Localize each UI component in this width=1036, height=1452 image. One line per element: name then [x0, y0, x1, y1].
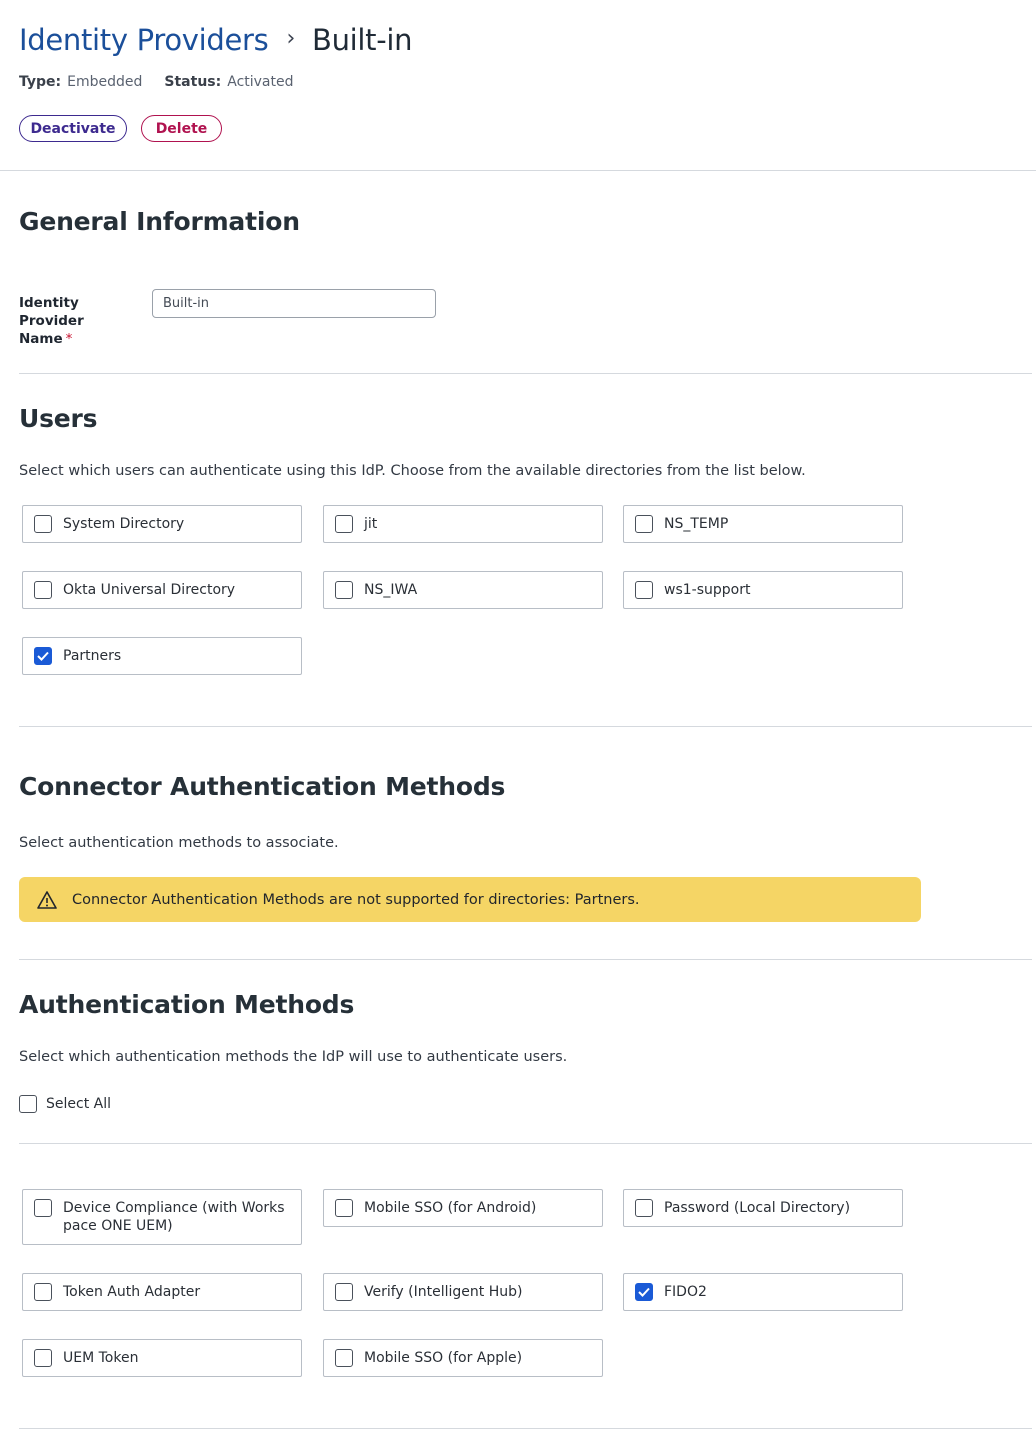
- page-title: Built-in: [311, 23, 413, 57]
- auth-method-label: UEM Token: [63, 1350, 139, 1366]
- checkbox[interactable]: [335, 1283, 353, 1301]
- type-info: [19, 74, 142, 90]
- auth-method-label: Mobile SSO (for Android): [364, 1200, 537, 1216]
- status-info: [164, 74, 293, 90]
- type-value: Embedded: [67, 74, 143, 90]
- checkbox[interactable]: [335, 515, 353, 533]
- checkbox-checked[interactable]: [34, 647, 52, 665]
- select-all-label: Select All: [46, 1096, 111, 1112]
- checkbox[interactable]: [335, 1199, 353, 1217]
- auth-method-label: Mobile SSO (for Apple): [364, 1350, 523, 1366]
- auth-method-verify-intelligent-hub[interactable]: [323, 1273, 603, 1311]
- checkbox[interactable]: [635, 1199, 653, 1217]
- auth-method-password-local-directory[interactable]: [623, 1189, 903, 1227]
- identity-provider-name-label: [19, 294, 99, 348]
- checkbox[interactable]: [635, 515, 653, 533]
- directory-option-label: NS_TEMP: [664, 516, 729, 532]
- checkbox[interactable]: [34, 581, 52, 599]
- directory-option-label: ws1-support: [664, 582, 751, 598]
- directory-option-label: NS_IWA: [364, 582, 418, 598]
- auth-method-device-compliance[interactable]: [22, 1189, 302, 1245]
- auth-method-label: Password (Local Directory): [664, 1200, 851, 1216]
- auth-method-token-auth-adapter[interactable]: [22, 1273, 302, 1311]
- idp-meta: [19, 72, 316, 92]
- breadcrumb: [19, 20, 412, 60]
- chevron-right-icon: ›: [286, 25, 295, 51]
- users-description: Select which users can authenticate using this IdP. Choose from the available directories from the list below.: [19, 463, 806, 479]
- directory-option-label: Okta Universal Directory: [63, 582, 236, 598]
- checkbox-checked[interactable]: [635, 1283, 653, 1301]
- section-divider: [19, 373, 1032, 374]
- auth-method-label: Token Auth Adapter: [63, 1284, 201, 1300]
- auth-method-fido2[interactable]: [623, 1273, 903, 1311]
- header-divider: [0, 170, 1036, 171]
- checkbox[interactable]: [19, 1095, 37, 1113]
- directory-option-jit[interactable]: [323, 505, 603, 543]
- status-label: Status:: [164, 74, 222, 90]
- section-divider: [19, 1428, 1032, 1429]
- users-heading: Users: [19, 404, 98, 433]
- auth-method-mobile-sso-apple[interactable]: [323, 1339, 603, 1377]
- checkbox[interactable]: [34, 1283, 52, 1301]
- authentication-methods-heading: Authentication Methods: [19, 990, 355, 1019]
- auth-method-label: Verify (Intelligent Hub): [364, 1284, 523, 1300]
- checkmark-icon: [638, 1287, 650, 1297]
- authentication-methods-description: Select which authentication methods the IdP will use to authenticate users.: [19, 1049, 568, 1065]
- auth-method-label: FIDO2: [664, 1284, 707, 1300]
- checkbox[interactable]: [635, 581, 653, 599]
- directory-option-system-directory[interactable]: [22, 505, 302, 543]
- connector-auth-methods-description: Select authentication methods to associate.: [19, 835, 339, 851]
- directory-option-ws1-support[interactable]: [623, 571, 903, 609]
- directory-option-ns-iwa[interactable]: [323, 571, 603, 609]
- required-indicator: *: [65, 331, 73, 347]
- section-divider: [19, 726, 1032, 727]
- identity-provider-name-label-text: Identity Provider Name: [19, 295, 84, 347]
- checkbox[interactable]: [335, 1349, 353, 1367]
- status-value: Activated: [227, 74, 294, 90]
- identity-provider-name-input[interactable]: [152, 289, 436, 318]
- warning-banner: [19, 877, 921, 922]
- checkbox[interactable]: [335, 581, 353, 599]
- checkmark-icon: [37, 651, 49, 661]
- connector-auth-methods-heading: Connector Authentication Methods: [19, 772, 506, 801]
- type-label: Type:: [19, 74, 62, 90]
- deactivate-button[interactable]: Deactivate: [19, 115, 127, 142]
- directory-option-label: jit: [364, 516, 378, 532]
- select-all-checkbox[interactable]: [19, 1095, 111, 1113]
- auth-method-label: Device Compliance (with Workspace ONE UEM): [63, 1200, 285, 1234]
- auth-method-uem-token[interactable]: [22, 1339, 302, 1377]
- checkbox[interactable]: [34, 1349, 52, 1367]
- auth-method-mobile-sso-android[interactable]: [323, 1189, 603, 1227]
- directory-option-partners[interactable]: [22, 637, 302, 675]
- directory-option-ns-temp[interactable]: [623, 505, 903, 543]
- delete-button[interactable]: Delete: [141, 115, 222, 142]
- directory-option-okta-universal-directory[interactable]: [22, 571, 302, 609]
- warning-text: Connector Authentication Methods are not supported for directories: Partners.: [72, 891, 640, 908]
- section-divider: [19, 1143, 1032, 1144]
- directory-option-label: System Directory: [63, 516, 185, 532]
- checkbox[interactable]: [34, 1199, 52, 1217]
- breadcrumb-identity-providers-link[interactable]: Identity Providers: [19, 23, 269, 57]
- directory-option-label: Partners: [63, 648, 122, 664]
- section-divider: [19, 959, 1032, 960]
- checkbox[interactable]: [34, 515, 52, 533]
- general-information-heading: General Information: [19, 207, 300, 236]
- warning-icon: [37, 890, 57, 910]
